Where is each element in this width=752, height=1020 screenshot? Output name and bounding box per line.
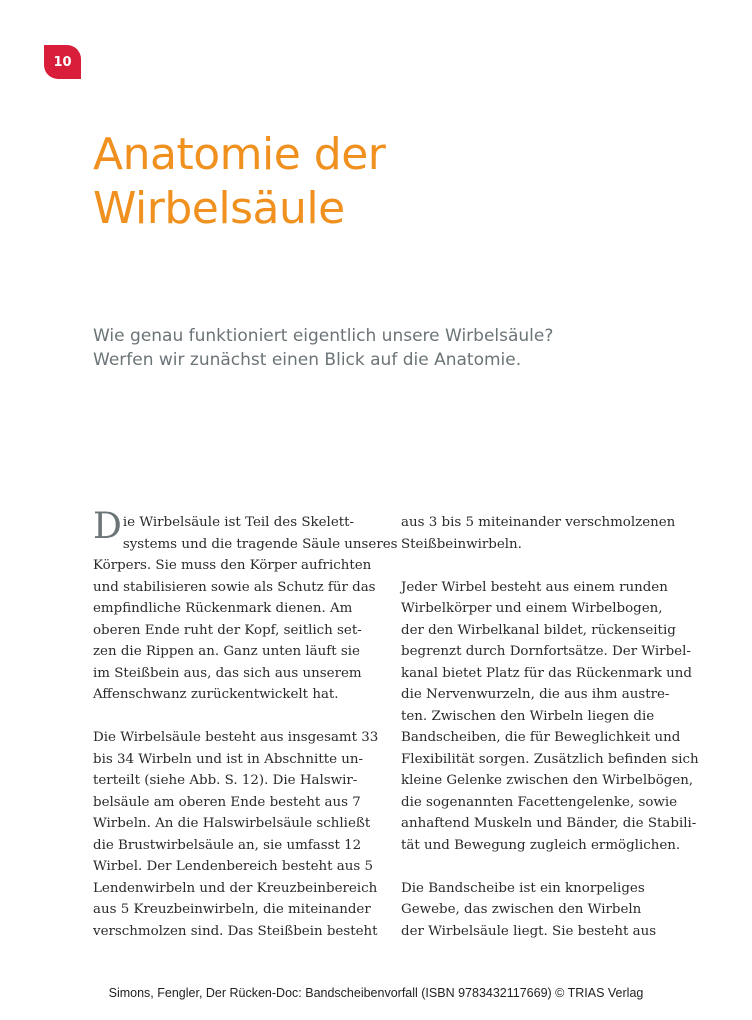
text-line: Jeder Wirbel besteht aus einem runden: [401, 579, 668, 595]
text-column-right: [401, 512, 701, 942]
text-line: tät und Bewegung zugleich ermöglichen.: [401, 837, 681, 853]
text-line: bis 34 Wirbeln und ist in Abschnitte un-: [93, 751, 364, 767]
text-line: Gewebe, das zwischen den Wirbeln: [401, 902, 642, 917]
text-line: aus 3 bis 5 miteinander verschmolzenen: [401, 515, 676, 530]
page-title: [93, 128, 385, 236]
text-line: Lendenwirbeln und der Kreuzbeinbereich: [93, 880, 378, 896]
text-line: die Brustwirbelsäule an, sie umfasst 12: [93, 837, 362, 853]
paragraph: [93, 727, 393, 942]
text-line: die sogenannten Facettengelenke, sowie: [401, 794, 678, 810]
text-line: belsäule am oberen Ende besteht aus 7: [93, 794, 361, 810]
text-line: systems und die tragende Säule unseres: [122, 536, 398, 552]
lead-line: Wie genau funktioniert eigentlich unsere Wirbelsäule?: [93, 326, 554, 346]
text-line: zen die Rippen an. Ganz unten läuft sie: [93, 644, 360, 659]
page-number-badge: [44, 45, 81, 79]
text-line: Affenschwanz zurückentwickelt hat.: [93, 687, 339, 702]
text-line: die Nervenwurzeln, die aus ihm austre-: [401, 687, 670, 702]
text-line: der den Wirbelkanal bildet, rückenseitig: [401, 622, 676, 638]
paragraph: [401, 878, 701, 943]
text-line: Die Wirbelsäule besteht aus insgesamt 33: [93, 730, 379, 745]
page-number: 10: [53, 54, 72, 70]
text-line: Die Bandscheibe ist ein knorpeliges: [401, 880, 645, 896]
text-line: begrenzt durch Dornfortsätze. Der Wirbel-: [401, 644, 691, 659]
text-line: Bandscheiben, die für Beweglichkeit und: [401, 730, 681, 745]
paragraph: [401, 512, 701, 555]
paragraph: [93, 506, 398, 706]
text-line: verschmolzen sind. Das Steißbein besteht: [93, 923, 378, 939]
title-line: Anatomie der: [93, 129, 386, 180]
text-line: oberen Ende ruht der Kopf, seitlich set-: [93, 622, 362, 638]
text-line: Körpers. Sie muss den Körper aufrichten: [93, 558, 372, 573]
text-line: Wirbelkörper und einem Wirbelbogen,: [401, 601, 663, 616]
text-line: aus 5 Kreuzbeinwirbeln, die miteinander: [93, 902, 371, 917]
text-line: Steißbeinwirbeln.: [401, 536, 522, 552]
text-line: Flexibilität sorgen. Zusätzlich befinden sich: [401, 751, 699, 767]
title-line: Wirbelsäule: [93, 183, 345, 234]
text-line: empfindliche Rückenmark dienen. Am: [93, 601, 353, 616]
paragraph-gap: [401, 555, 701, 577]
paragraph-gap: [401, 856, 701, 878]
text-line: im Steißbein aus, das sich aus unserem: [93, 665, 362, 681]
text-line: ie Wirbelsäule ist Teil des Skelett-: [122, 515, 355, 530]
text-line: terteilt (siehe Abb. S. 12). Die Halswir-: [93, 773, 358, 788]
text-line: ten. Zwischen den Wirbeln liegen die: [401, 708, 655, 724]
text-line: Wirbel. Der Lendenbereich besteht aus 5: [93, 859, 374, 874]
text-line: Wirbeln. An die Halswirbelsäule schließt: [93, 816, 371, 831]
lead-paragraph: [93, 324, 553, 372]
drop-cap: D: [93, 506, 122, 547]
lead-line: Werfen wir zunächst einen Blick auf die Anatomie.: [93, 350, 522, 370]
text-line: und stabilisieren sowie als Schutz für das: [93, 579, 376, 595]
footer-citation: Simons, Fengler, Der Rücken-Doc: Bandscheibenvorfall (ISBN 9783432117669) © TRIAS Verlag: [108, 986, 644, 1000]
text-line: kleine Gelenke zwischen den Wirbelbögen,: [401, 773, 694, 788]
text-line: der Wirbelsäule liegt. Sie besteht aus: [401, 923, 657, 939]
paragraph-gap: [93, 706, 393, 728]
text-line: kanal bietet Platz für das Rückenmark und: [401, 665, 692, 681]
text-line: anhaftend Muskeln und Bänder, die Stabili-: [401, 816, 697, 831]
text-column-left: [93, 506, 398, 942]
paragraph: [401, 577, 701, 857]
